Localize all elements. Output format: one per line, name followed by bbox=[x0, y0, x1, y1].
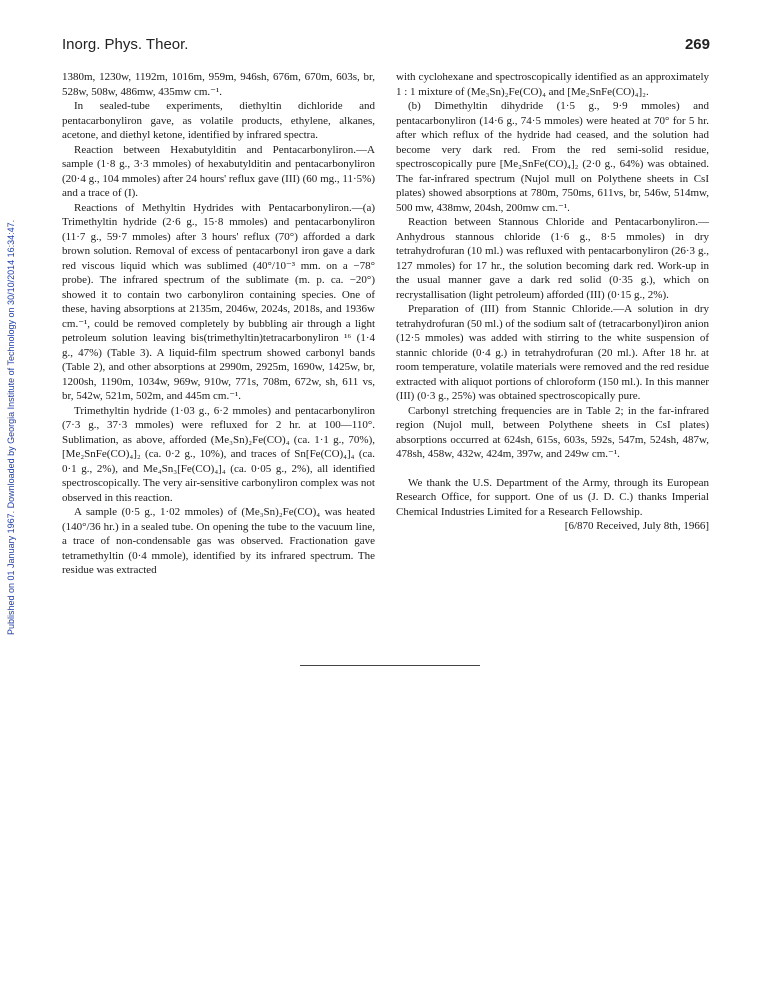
download-watermark-text: Published on 01 January 1967. Downloaded by Georgia Institute of Technology on 30/10/2014 16:34:47. bbox=[6, 219, 16, 635]
paragraph: Reaction between Stannous Chloride and Pentacarbonyliron.—Anhydrous stannous chloride (1·6 g., 8·5 mmoles) in dry tetrahydrofuran (10 ml.) was refluxed with pentacarbonyliron (26·3 g., 127 mmoles) for 17 hr., the solution becoming dark red. Work-up in the usual manner gave a dark red solid (0·35 g.), which on recrystallisation (light petroleum) afforded (III) (0·15 g., 2%). bbox=[396, 216, 709, 301]
page-header bbox=[62, 36, 710, 56]
paragraph: 1380m, 1230w, 1192m, 1016m, 959m, 946sh, 676m, 670m, 603s, br, 528w, 508w, 486mw, 435mw cm.⁻¹. bbox=[62, 71, 375, 98]
left-column bbox=[62, 70, 375, 578]
paragraph: In sealed-tube experiments, diethyltin dichloride and pentacarbonyliron gave, as volatile products, ethylene, alkanes, acetone, and diethyl ketone, identified by infrared spectra. bbox=[62, 100, 375, 141]
journal-title: Inorg. Phys. Theor. bbox=[62, 36, 189, 53]
end-rule bbox=[300, 665, 480, 666]
paragraph: Carbonyl stretching frequencies are in Table 2; in the far-infrared region (Nujol mull, between Polythene sheets in CsI plates) absorptions occurred at 624sh, 615s, 603s, 592s, 547m, 524sh, 487w, 478sh, 458w, 432w, 424m, 397w, and 249w cm.⁻¹. bbox=[396, 404, 709, 460]
page-number: 269 bbox=[684, 36, 710, 53]
paragraph: Reactions of Methyltin Hydrides with Pentacarbonyliron.—(a) Trimethyltin hydride (2·6 g., 15·8 mmoles) and pentacarbonyliron (11·7 g., 59·7 mmoles) after 3 hours' reflux (70°) afforded a dark brown solution. Removal of excess of pentacarbonyl iron gave a dark red viscous liquid which was sublimed (40°/10⁻³ mm. on a −78° probe). The infrared spectrum of the sublimate (m. p. ca. −20°) showed it to contain two carbonyliron containing species. One of these, having absorptions at 2135m, 2046w, 2024s, 2018s, and 1936w cm.⁻¹, could be removed completely by bubbling air through a light petroleum solution leaving bis(trimethyltin)tetracarbonyliron ¹⁶ (1·4 g., 47%) (Table 3). A liquid-film spectrum showed carbonyl bands (Table 2), and other absorptions at 2990m, 2925m, 1690w, 1425w, br, 1200sh, 1190m, 1034w, 969w, 910w, 771s, 708m, 672w, sh, 611 vs, br, 542w, 521m, 502m, and 445m cm.⁻¹. bbox=[62, 201, 375, 402]
paragraph: Reaction between Hexabutylditin and Pentacarbonyliron.—A sample (1·8 g., 3·3 mmoles) of hexabutylditin and pentacarbonyliron (20·4 g., 104 mmoles) after 24 hours' reflux gave (III) (60 mg., 11·5%) and a trace of (I). bbox=[62, 143, 375, 199]
paragraph: Preparation of (III) from Stannic Chloride.—A solution in dry tetrahydrofuran (50 ml.) of the sodium salt of (tetracarbonyl)iron anion (12·5 mmoles) was added with stirring to the white suspension of stannic chloride (0·4 g.) in tetrahydrofuran (20 ml.). After 18 hr. at room temperature, volatile materials were removed and the red residue extracted with aliquot portions of chloroform (150 ml.). In this manner (III) (0·3 g., 25%) was obtained spectroscopically pure. bbox=[396, 303, 709, 402]
right-column bbox=[396, 70, 709, 534]
paragraph: A sample (0·5 g., 1·02 mmoles) of (Me₃Sn)₂Fe(CO)₄ was heated (140°/36 hr.) in a sealed tube. On opening the tube to the vacuum line, a trace of non-condensable gas was observed. Fractionation gave tetramethyltin (0·4 mmole), identified by its infrared spectrum. The residue was extracted bbox=[62, 506, 375, 576]
received-date: [6/870 Received, July 8th, 1966] bbox=[564, 520, 709, 532]
download-watermark bbox=[6, 165, 20, 665]
paragraph: with cyclohexane and spectroscopically identified as an approximately 1 : 1 mixture of (Me₃Sn)₂Fe(CO)₄ and [Me₂SnFe(CO)₄]₂. bbox=[396, 71, 709, 98]
paragraph: (b) Dimethyltin dihydride (1·5 g., 9·9 mmoles) and pentacarbonyliron (14·6 g., 74·5 mmoles) were heated at 70° for 5 hr. after which reflux of the hydride had ceased, and the solution had become very dark red. From the red semi-solid residue, spectroscopically pure [Me₂SnFe(CO)₄]₂ (2·0 g., 64%) was obtained. The far-infrared spectrum (Nujol mull on Polythene sheets in CsI plates) showed absorptions at 780m, 750ms, 611vs, br, 546w, 514mw, 500 mw, 438mw, 204sh, 200mw cm.⁻¹. bbox=[396, 100, 709, 214]
paragraph: Trimethyltin hydride (1·03 g., 6·2 mmoles) and pentacarbonyliron (7·3 g., 37·3 mmoles) were refluxed for 2 hr. at 100—110°. Sublimation, as above, afforded (Me₃Sn)₂Fe(CO)₄ (ca. 1·1 g., 70%), [Me₂SnFe(CO)₄]₂ (ca. 0·2 g., 10%), and traces of Sn[Fe(CO)₄]₄ (ca. 0·1 g., 2%), and Me₄Sn₃[Fe(CO)₄]₄ (ca. 0·05 g., 2%), all identified spectroscopically. The very air-sensitive carbonyliron complex was not observed in this reaction. bbox=[62, 404, 375, 504]
acknowledgements: We thank the U.S. Department of the Army, through its European Research Office, for support. One of us (J. D. C.) thanks Imperial Chemical Industries Limited for a Research Fellowship. bbox=[396, 476, 709, 518]
